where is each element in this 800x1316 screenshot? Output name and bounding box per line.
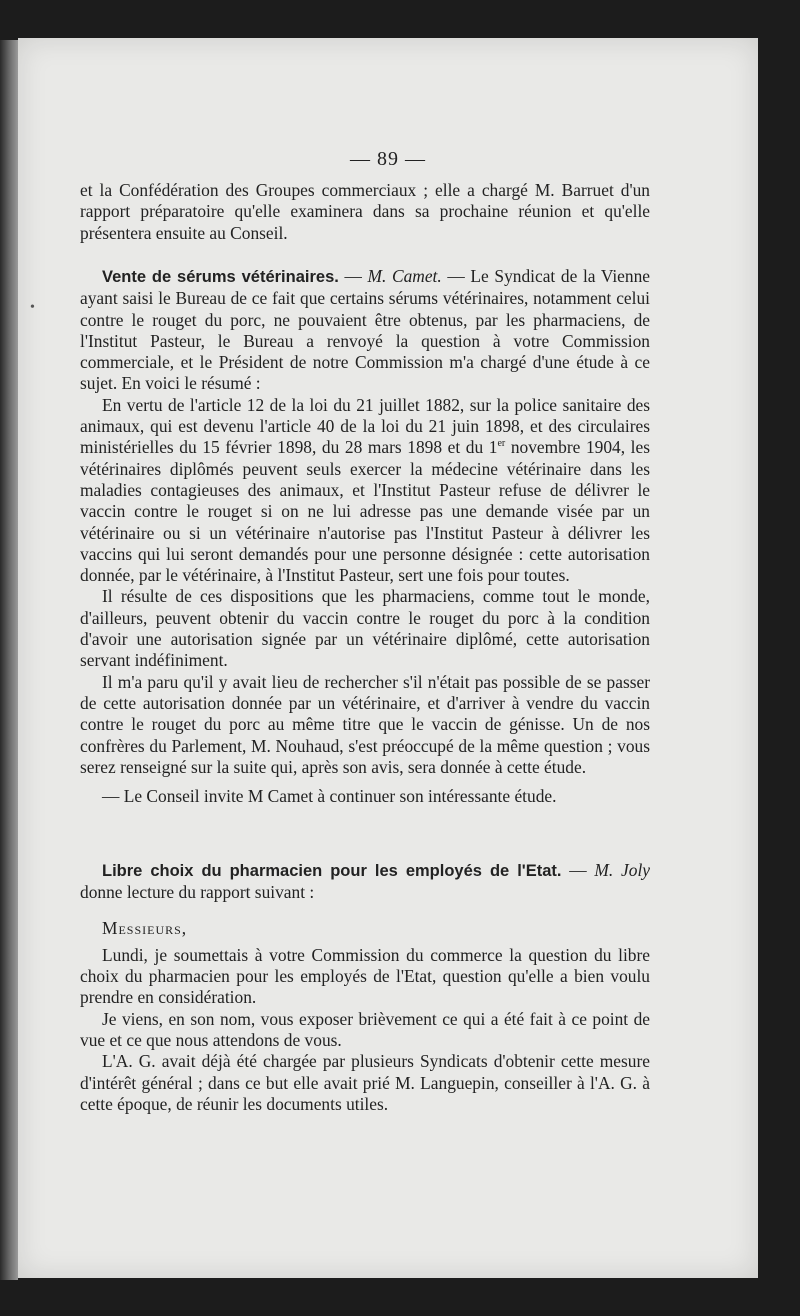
paragraph-consequence: Il résulte de ces dispositions que les pharmaciens, comme tout le monde, d'ailleurs, peuvent obtenir du vaccin contre le rouget du porc à la condition d'avoir une autorisation signée par un vétérinaire diplômé, cette autorisation servant indéfiniment. xyxy=(80,586,650,671)
section-libre-choix-intro: Libre choix du pharmacien pour les employés de l'Etat. — M. Joly donne lecture du rapport suivant : xyxy=(80,860,650,903)
report-paragraph-2: Je viens, en son nom, vous exposer brièvement ce qui a été fait à ce point de vue et ce que nous attendons de vous. xyxy=(80,1008,650,1051)
margin-mark: • xyxy=(30,300,35,315)
document-page xyxy=(18,38,758,1278)
section-libre-choix xyxy=(80,860,650,1115)
opening-paragraph: et la Confédération des Groupes commerciaux ; elle a chargé M. Barruet d'un rapport préparatoire qu'elle examinera dans sa prochaine réunion et qu'elle présentera ensuite au Conseil. xyxy=(80,180,650,243)
opening-paragraph-block xyxy=(80,180,650,244)
section-heading-serums: Vente de sérums vétérinaires. xyxy=(102,268,339,286)
council-decision: — Le Conseil invite M Camet à continuer son intéressante étude. xyxy=(102,786,557,807)
section-serums-intro: Vente de sérums vétérinaires. — M. Camet. — Le Syndicat de la Vienne ayant saisi le Bureau de ce fait que certains sérums vétérinaires, notamment celui contre le rouget du porc, ne pouvaient être obtenus, par les pharmaciens, de l'Institut Pasteur, le Bureau a renvoyé la question à votre Commission commerciale, et le Président de notre Commission m'a chargé d'une étude à ce sujet. En voici le résumé : xyxy=(80,266,650,394)
author-camet: M. Camet. xyxy=(367,266,442,286)
section-heading-libre-choix: Libre choix du pharmacien pour les employés de l'Etat. xyxy=(102,862,562,880)
page-number: — 89 — xyxy=(350,148,426,170)
paragraph-law: En vertu de l'article 12 de la loi du 21 juillet 1882, sur la police sanitaire des animaux, qui est devenu l'article 40 de la loi du 21 juin 1898, et des circulaires ministérielles du 15 février 1898, du 28 mars 1898 et du 1er novembre 1904, les vétérinaires diplômés peuvent seuls exercer la médecine vétérinaire dans les maladies contagieuses des animaux, et l'Institut Pasteur refuse de délivrer le vaccin contre le rouget si on ne lui adresse pas une demande visée par un vétérinaire ou si un vétérinaire n'autorise pas l'Institut Pasteur à délivrer les vaccins qui lui seront demandés pour une personne désignée : cette autorisation donnée, par le vétérinaire, à l'Institut Pasteur, sert une fois pour toutes. xyxy=(80,394,650,586)
paragraph-text: Le Syndicat de la Vienne ayant saisi le Bureau de ce fait que certains sérums vétérinaires, notamment celui contre le rouget du porc, ne pouvaient être obtenus, par les pharmaciens, de l'Institut Pasteur, le Bureau a renvoyé la question à votre Commission commerciale, et le Président de notre Commission m'a chargé d'une étude à ce sujet. En voici le résumé : xyxy=(80,266,650,394)
book-spine xyxy=(0,40,18,1280)
report-paragraph-1: Lundi, je soumettais à votre Commission du commerce la question du libre choix du pharmacien pour les employés de l'Etat, question qu'elle a bien voulu prendre en considération. xyxy=(80,944,650,1008)
paragraph-proposal: Il m'a paru qu'il y avait lieu de rechercher s'il n'était pas possible de se passer de cette autorisation donnée par un vétérinaire, et d'arriver à vendre du vaccin contre le rouget du porc au même titre que le vaccin de génisse. Un de nos confrères du Parlement, M. Nouhaud, s'est préoccupé de la même question ; vous serez renseigné sur la suite qui, après son avis, sera donnée à cette étude. xyxy=(80,671,650,777)
salutation: Messieurs, xyxy=(102,917,188,938)
section-serums xyxy=(80,266,650,807)
report-paragraph-3: L'A. G. avait déjà été chargée par plusieurs Syndicats d'obtenir cette mesure d'intérêt général ; dans ce but elle avait prié M. Languepin, conseiller à l'A. G. à cette époque, de réunir les documents utiles. xyxy=(80,1051,650,1114)
author-joly: M. Joly xyxy=(594,860,650,880)
